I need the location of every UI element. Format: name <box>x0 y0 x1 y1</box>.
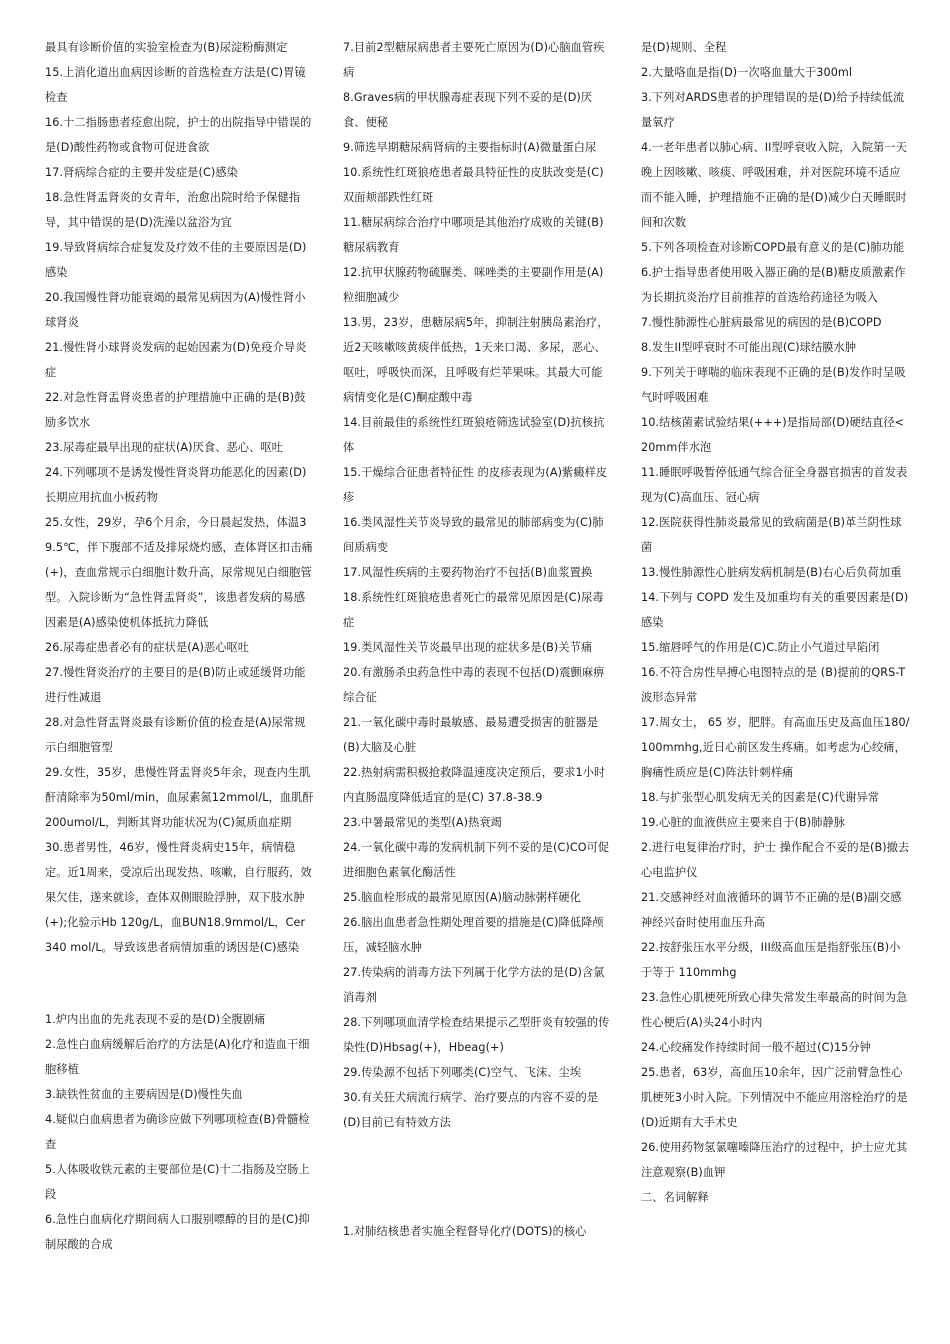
question-item: 19.导致肾病综合症复发及疗效不佳的主要原因是(D)感染 <box>45 241 307 279</box>
question-item: 18.急性肾盂肾炎的女青年，治愈出院时给予保健指导，其中错误的是(D)洗澡以盆浴为宜 <box>45 191 301 229</box>
question-item: 3.缺铁性贫血的主要病因是(D)慢性失血 <box>45 1088 243 1102</box>
text-column-left <box>45 35 315 1257</box>
question-item: 23.中暑最常见的类型(A)热衰竭 <box>343 816 502 829</box>
question-item: 14.下列与 COPD 发生及加重均有关的重要因素是(D)感染 <box>641 591 909 629</box>
question-item: 1.对肺结核患者实施全程督导化疗(DOTS)的核心 <box>343 1224 587 1238</box>
question-item: 13.男，23岁，患糖尿病5年，抑制注射胰岛素治疗，近2天咳嗽咳黄痰伴低热，1天来口渴、多尿，恶心、呕吐，呼吸快而深，且呼吸有烂苹果味。其最大可能病情变化是(C)酮症酸中毒 <box>343 316 609 404</box>
question-item: 16.类风湿性关节炎导致的最常见的肺部病变为(C)肺间质病变 <box>343 516 604 554</box>
question-item: 19.类风湿性关节炎最早出现的症状多是(B)关节痛 <box>343 641 593 654</box>
question-item: 19.心脏的血液供应主要来自于(B)肺静脉 <box>641 816 846 829</box>
question-item: 11.糖尿病综合治疗中哪项是其他治疗成败的关键(B)糖尿病教育 <box>343 216 604 254</box>
question-item: 9.筛选早期糖尿病肾病的主要指标时(A)微量蛋白尿 <box>343 141 597 154</box>
question-item: 21.一氧化碳中毒时最敏感、最易遭受损害的脏器是(B)大脑及心脏 <box>343 716 599 754</box>
question-item: 29.女性，35岁，患慢性肾盂肾炎5年余，现查内生肌酐清除率为50ml/min，血尿素氮12mmol/L，血肌酐200umol/L，判断其肾功能状况为(C)氮质血症期 <box>45 766 314 829</box>
question-item: 25.脑血栓形成的最常见原因(A)脑动脉粥样硬化 <box>343 891 581 904</box>
question-item: 21.慢性肾小球肾炎发病的起始因素为(D)免疫介导炎症 <box>45 341 307 379</box>
question-item: 24.一氧化碳中毒的发病机制下列不妥的是(C)CO可促进细胞色素氧化酶活性 <box>343 841 610 879</box>
question-item: 14.目前最佳的系统性红斑狼疮筛选试验室(D)抗核抗体 <box>343 416 605 454</box>
question-item: 2.急性白血病缓解后治疗的方法是(A)化疗和造血干细胞移植 <box>45 1038 310 1077</box>
question-item: 23.尿毒症最早出现的症状(A)厌食、恶心、呕吐 <box>45 441 283 454</box>
text-column-right <box>641 35 911 1210</box>
question-item: 7.目前2型糖尿病患者主要死亡原因为(D)心脑血管疾病 <box>343 41 605 79</box>
question-item: 是(D)规则、全程 <box>641 41 727 54</box>
question-item: 27.慢性肾炎治疗的主要目的是(B)防止或延缓肾功能进行性减退 <box>45 666 306 704</box>
question-item: 30.患者男性，46岁，慢性肾炎病史15年，病情稳定。近1周来，受凉后出现发热、咳嗽，自行服药，效果欠佳，遂来就诊，查体双侧眼睑浮肿，双下肢水肿(+);化验示Hb 120g/L，血BUN18.9mmol/L，Cer 340 mol/L。导致该患者病情加重的诱因是(C)感染 <box>45 841 312 954</box>
question-item: 8.Graves病的甲状腺毒症表现下列不妥的是(D)厌食、便秘 <box>343 91 593 129</box>
question-item: 5.下列各项检查对诊断COPD最有意义的是(C)肺功能 <box>641 241 905 254</box>
question-item: 22.热射病需积极抢救降温速度决定预后，要求1小时内直肠温度降低适宜的是(C) 37.8-38.9 <box>343 766 606 804</box>
question-item: 17.肾病综合症的主要并发症是(C)感染 <box>45 166 238 179</box>
question-item: 27.传染病的消毒方法下列属于化学方法的是(D)含氯消毒剂 <box>343 966 605 1004</box>
question-item: 10.系统性红斑狼疮患者最具特征性的皮肤改变是(C)双面颊部跌性红斑 <box>343 166 604 204</box>
question-item: 最具有诊断价值的实验室检查为(B)尿淀粉酶测定 <box>45 41 288 54</box>
question-item: 6.护士指导患者使用吸入器正确的是(B)糖皮质激素作为长期抗炎治疗目前推荐的首选给药途径为吸入 <box>641 266 906 304</box>
question-item: 10.结核菌素试验结果(+++)是指局部(D)硬结直径<20mm伴水泡 <box>641 416 905 454</box>
question-item: 15.干燥综合征患者特征性 的皮疹表现为(A)紫癜样皮疹 <box>343 466 608 504</box>
question-item: 16.不符合房性早搏心电图特点的是 (B)提前的QRS-T波形态异常 <box>641 666 906 704</box>
question-item: 18.系统性红斑狼疮患者死亡的最常见原因是(C)尿毒症 <box>343 591 604 629</box>
blank-line <box>45 971 315 996</box>
question-item: 29.传染源不包括下列哪类(C)空气、飞沫、尘埃 <box>343 1066 582 1079</box>
question-item: 12.抗甲状腺药物硫脲类、咪唑类的主要副作用是(A)粒细胞减少 <box>343 266 604 304</box>
question-item: 5.人体吸收铁元素的主要部位是(C)十二指肠及空肠上段 <box>45 1163 310 1202</box>
question-item: 18.与扩张型心肌发病无关的因素是(C)代谢异常 <box>641 791 880 804</box>
question-item: 24.心绞痛发作持续时间一般不超过(C)15分钟 <box>641 1041 871 1054</box>
question-item: 20.我国慢性肾功能衰竭的最常见病因为(A)慢性肾小球肾炎 <box>45 291 306 329</box>
question-item: 9.下列关于哮喘的临床表现不正确的是(B)发作时呈吸气时呼吸困难 <box>641 366 906 404</box>
question-item: 6.急性白血病化疗期间病人口服别嘌醇的目的是(C)抑制尿酸的合成 <box>45 1213 310 1252</box>
text-column-middle <box>343 35 613 1244</box>
question-item: 26.脑出血患者急性期处理首要的措施是(C)降低降颅压，减轻脑水肿 <box>343 916 604 954</box>
question-item: 4.疑似白血病患者为确诊应做下列哪项检查(B)骨髓检查 <box>45 1113 310 1152</box>
question-item: 30.有关狂犬病流行病学、治疗要点的内容不妥的是(D)目前已有特效方法 <box>343 1091 599 1129</box>
question-item: 16.十二指肠患者痊愈出院，护士的出院指导中错误的是(D)酸性药物或食物可促进食欲 <box>45 116 312 154</box>
question-item: 8.发生II型呼衰时不可能出现(C)球结膜水肿 <box>641 341 857 354</box>
question-item: 1.炉内出血的先兆表现不妥的是(D)全腹剧痛 <box>45 1013 266 1027</box>
blank-line <box>343 1146 613 1171</box>
question-item: 15.缩唇呼气的作用是(C)C.防止小气道过早陷闭 <box>641 641 880 654</box>
question-item: 24.下列哪项不是诱发慢性肾炎肾功能恶化的因素(D)长期应用抗血小板药物 <box>45 466 307 504</box>
question-item: 20.有激肠杀虫药急性中毒的表现不包括(D)震颤麻痹综合征 <box>343 666 605 704</box>
question-item: 二、名词解释 <box>641 1191 709 1204</box>
question-item: 13.慢性肺源性心脏病发病机制是(B)右心后负荷加重 <box>641 566 902 579</box>
question-item: 28.下列哪项血清学检查结果提示乙型肝炎有较强的传染性(D)Hbsag(+)，Hbeag(+) <box>343 1016 610 1054</box>
question-item: 4.一老年患者以肺心病、II型呼衰收入院，入院第一天晚上因咳嗽、咳痰、呼吸困难，并对医院环境不适应而不能入睡，护理措施不正确的是(D)减少白天睡眠时间和次数 <box>641 141 907 229</box>
question-item: 3.下列对ARDS患者的护理错误的是(D)给予持续低流量氧疗 <box>641 91 905 129</box>
question-item: 25.患者，63岁，高血压10余年，因广泛前臂急性心肌梗死3小时入院。下列情况中不能应用溶栓治疗的是(D)近期有大手术史 <box>641 1066 908 1129</box>
question-item: 11.睡眠呼吸暂停低通气综合征全身器官损害的首发表现为(C)高血压、冠心病 <box>641 466 908 504</box>
question-item: 12.医院获得性肺炎最常见的致病菌是(B)革兰阴性球菌 <box>641 516 902 554</box>
question-item: 25.女性，29岁，孕6个月余，今日晨起发热，体温39.5℃，伴下腹部不适及排尿烧灼感，查体肾区扣击痛(+)，查血常规示白细胞计数升高，尿常规见白细胞管型。入院诊断为“急性肾盂肾炎”，该患者发病的易感因素是(A)感染使机体抵抗力降低 <box>45 516 313 629</box>
question-item: 22.按舒张压水平分级，III级高血压是指舒张压(B)小于等于 110mmhg <box>641 941 901 979</box>
question-item: 17.周女士， 65 岁，肥胖。有高血压史及高血压180/100mmhg,近日心前区发生疼痛。如考虑为心绞痛，胸痛性质应是(C)阵法针刺样痛 <box>641 716 910 779</box>
question-item: 15.上消化道出血病因诊断的首选检查方法是(C)胃镜检查 <box>45 66 306 104</box>
question-item: 28.对急性肾盂肾炎最有诊断价值的检查是(A)尿常规示白细胞管型 <box>45 716 306 754</box>
question-item: 26.尿毒症患者必有的症状是(A)恶心呕吐 <box>45 641 250 654</box>
blank-line <box>343 1182 613 1207</box>
question-item: 23.急性心肌梗死所致心律失常发生率最高的时间为急性心梗后(A)头24小时内 <box>641 991 908 1029</box>
question-item: 7.慢性肺源性心脏病最常见的病因的是(B)COPD <box>641 316 882 329</box>
question-item: 17.风湿性疾病的主要药物治疗不包括(B)血浆置换 <box>343 566 593 579</box>
question-item: 26.使用药物氢氯噻嗪降压治疗的过程中，护士应尤其注意观察(B)血钾 <box>641 1141 908 1179</box>
question-item: 2.大量咯血是指(D)一次咯血量大于300ml <box>641 66 853 79</box>
question-item: 22.对急性肾盂肾炎患者的护理措施中正确的是(B)鼓励多饮水 <box>45 391 306 429</box>
question-item: 2.进行电复律治疗时，护士 操作配合不妥的是(B)撤去心电监护仪 <box>641 841 910 879</box>
question-item: 21.交感神经对血液循环的调节不正确的是(B)副交感神经兴奋时使用血压升高 <box>641 891 902 929</box>
